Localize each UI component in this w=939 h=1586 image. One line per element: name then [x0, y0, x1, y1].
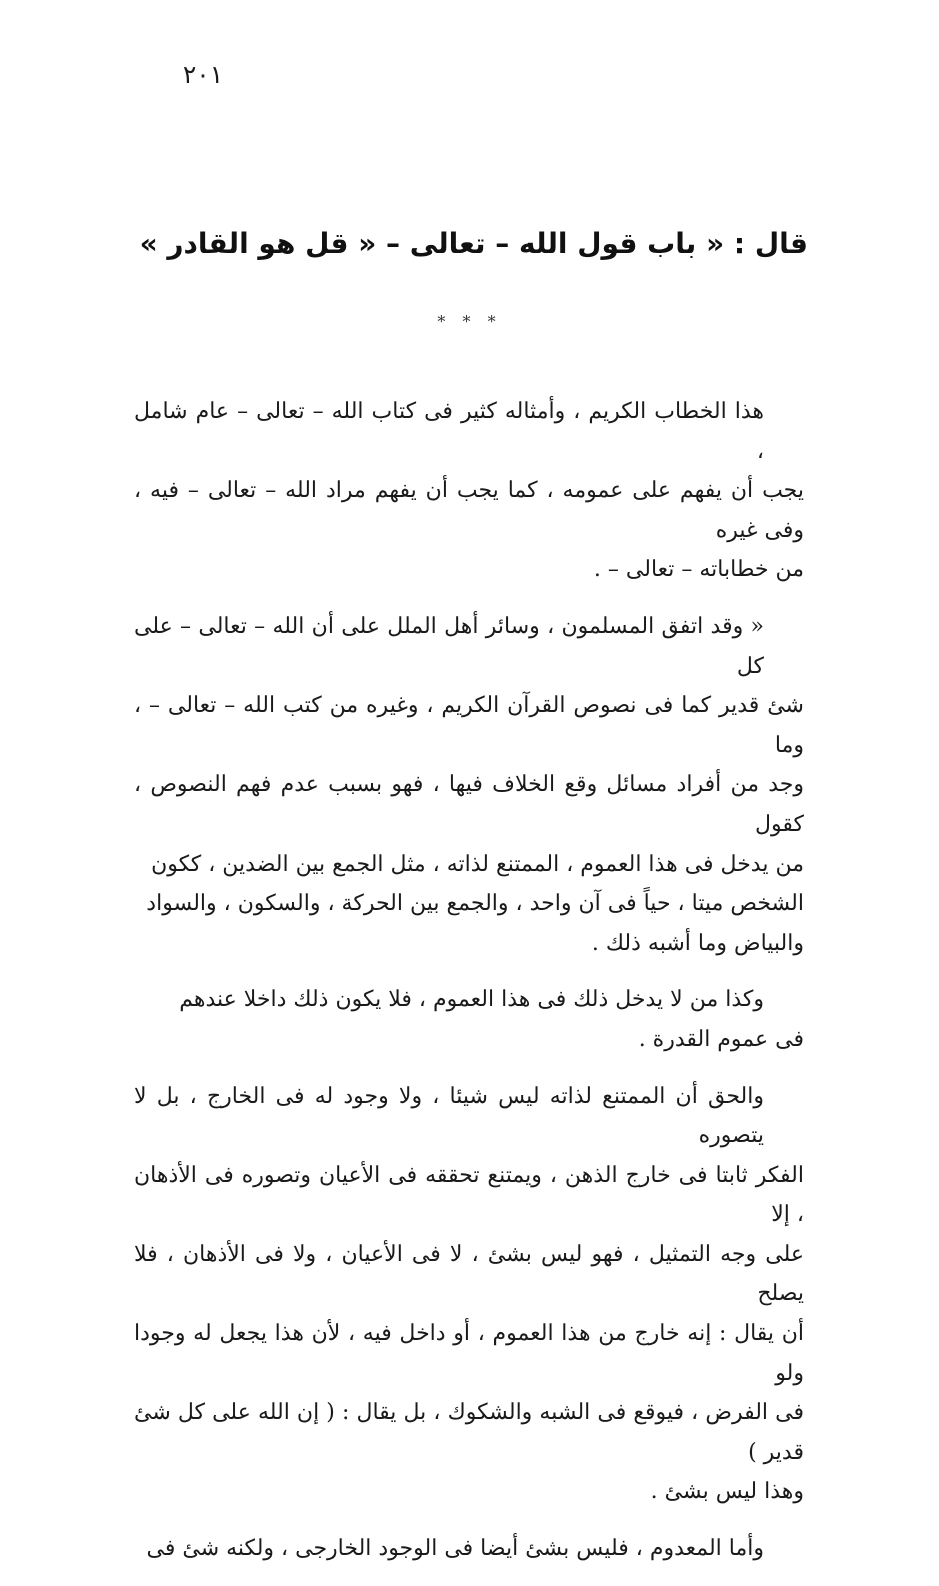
text-line: فى عموم القدرة . [638, 1026, 804, 1052]
text-line: أن يقال : إنه خارج من هذا العموم ، أو داخل فيه ، لأن هذا يجعل له وجودا ولو [134, 1321, 804, 1386]
text-line: فى الفرض ، فيوقع فى الشبه والشكوك ، بل يقال : ( إن الله على كل شئ قدير ) [134, 1400, 804, 1465]
text-line: وهذا ليس بشئ . [650, 1479, 804, 1505]
page-number: ٢٠١ [182, 60, 224, 89]
body-text [134, 392, 804, 1586]
paragraph-1 [134, 392, 804, 590]
section-separator: * * * [437, 312, 502, 331]
text-line: الفكر ثابتا فى خارج الذهن ، ويمتنع تحققه فى الأعيان وتصوره فى الأذهان ، إلا [134, 1162, 804, 1228]
text-line: شئ قدير كما فى نصوص القرآن الكريم ، وغيره من كتب الله – تعالى – ، وما [134, 693, 804, 758]
text-line: وأما المعدوم ، فليس بشئ أيضا فى الوجود الخارجى ، ولكنه شئ فى [146, 1536, 764, 1562]
paragraph-4 [134, 1077, 804, 1513]
paragraph-5 [134, 1529, 804, 1569]
paragraph-3 [134, 980, 804, 1059]
text-line: الشخص ميتا ، حياً فى آن واحد ، والجمع بين الحركة ، والسكون ، والسواد [146, 891, 804, 917]
text-line: من خطاباته – تعالى – . [593, 557, 804, 583]
text-line: على وجه التمثيل ، فهو ليس بشئ ، لا فى الأعيان ، ولا فى الأذهان ، فلا يصلح [134, 1241, 804, 1307]
paragraph-2 [134, 607, 804, 963]
text-line: من يدخل فى هذا العموم ، الممتنع لذاته ، مثل الجمع بين الضدين ، ككون [151, 851, 804, 877]
text-line: والحق أن الممتنع لذاته ليس شيئا ، ولا وجود له فى الخارج ، بل لا يتصوره [134, 1083, 764, 1149]
text-line: « وقد اتفق المسلمون ، وسائر أهل الملل على أن الله – تعالى – على كل [134, 613, 764, 679]
chapter-heading: قال : « باب قول الله – تعالى – « قل هو القادر » [139, 227, 808, 260]
text-line: والبياض وما أشبه ذلك . [591, 930, 804, 956]
text-line: هذا الخطاب الكريم ، وأمثاله كثير فى كتاب الله – تعالى – عام شامل ، [134, 399, 764, 464]
text-line: وكذا من لا يدخل ذلك فى هذا العموم ، فلا يكون ذلك داخلا عندهم [179, 987, 764, 1013]
text-line: يجب أن يفهم على عمومه ، كما يجب أن يفهم مراد الله – تعالى – فيه ، وفى غيره [134, 478, 804, 543]
text-line: وجد من أفراد مسائل وقع الخلاف فيها ، فهو بسبب عدم فهم النصوص ، كقول [134, 772, 804, 837]
